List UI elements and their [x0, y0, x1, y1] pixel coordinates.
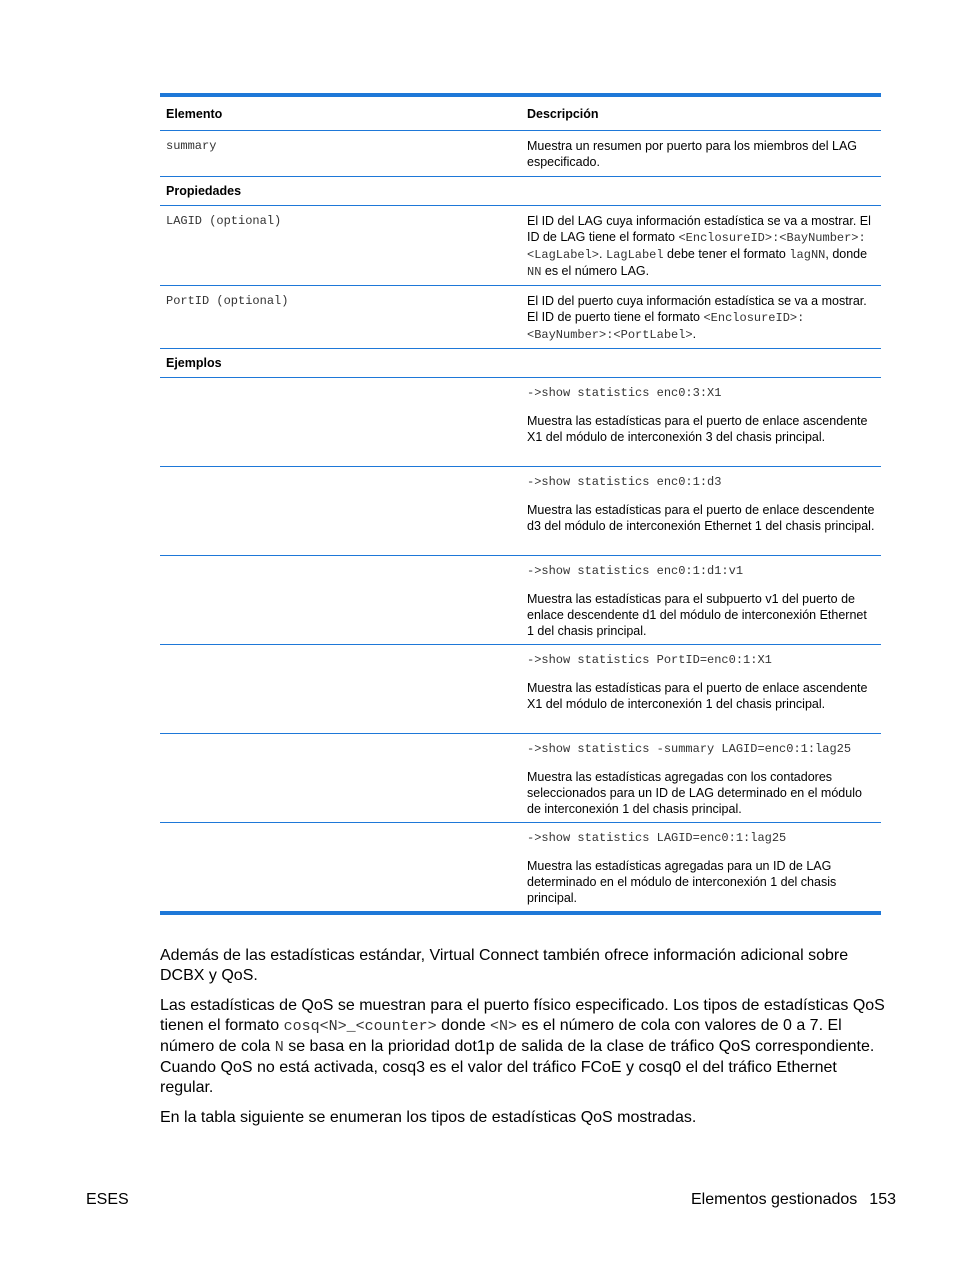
- footer-section-title: Elementos gestionados: [690, 1191, 858, 1208]
- table-row-summary: [160, 131, 881, 177]
- table-row-portid: [160, 286, 881, 349]
- example-row: [160, 734, 881, 823]
- section-examples: [160, 349, 881, 378]
- example-description: Muestra las estadísticas para el puerto de enlace ascendente X1 del módulo de interconexión 1 del chasis principal.: [527, 681, 868, 711]
- paragraph: Las estadísticas de QoS se muestran para el puerto físico especificado. Los tipos de estadísticas QoS tienen el formato cosq<N>_<counter> donde <N> es el número de cola con valores de 0 a 7. El número de cola N se basa en la prioridad dot1p de salida de la clase de tráfico QoS correspondiente. Cuando QoS no está activada, cosq3 es el valor del tráfico FCoE y cosq0 el del tráfico Ethernet regular.: [160, 997, 885, 1096]
- table-row-lagid: [160, 206, 881, 286]
- example-row: [160, 556, 881, 645]
- header-element: Elemento: [166, 106, 223, 121]
- example-command: ->show statistics LAGID=enc0:1:lag25: [527, 831, 787, 845]
- table-header-row: [160, 97, 881, 131]
- statistics-table: [160, 93, 881, 915]
- example-row: [160, 378, 881, 467]
- example-description: Muestra las estadísticas para el puerto de enlace descendente d3 del módulo de interconexión Ethernet 1 del chasis principal.: [527, 503, 875, 533]
- section-properties-label: Propiedades: [166, 184, 242, 198]
- example-command: ->show statistics enc0:1:d3: [527, 475, 722, 489]
- example-command: ->show statistics enc0:1:d1:v1: [527, 564, 744, 578]
- example-description: Muestra las estadísticas agregadas para un ID de LAG determinado en el módulo de interconexión 1 del chasis principal.: [527, 859, 837, 905]
- header-description: Descripción: [527, 106, 599, 121]
- section-examples-label: Ejemplos: [166, 356, 222, 370]
- example-description: Muestra las estadísticas para el subpuerto v1 del puerto de enlace descendente d1 del módulo de interconexión Ethernet 1 del chasis principal.: [527, 592, 867, 638]
- example-command: ->show statistics enc0:3:X1: [527, 386, 722, 400]
- summary-description: Muestra un resumen por puerto para los miembros del LAG especificado.: [527, 139, 858, 169]
- example-command: ->show statistics -summary LAGID=enc0:1:lag25: [527, 742, 852, 756]
- example-row: [160, 823, 881, 911]
- lagid-element: LAGID (optional): [166, 214, 282, 228]
- example-row: [160, 467, 881, 556]
- page-number: 153: [869, 1191, 896, 1208]
- portid-description: El ID del puerto cuya información estadística se va a mostrar. El ID de puerto tiene el formato <EnclosureID>:<BayNumber>:<PortLabel>.: [527, 294, 867, 342]
- summary-element: summary: [166, 139, 217, 153]
- example-description: Muestra las estadísticas agregadas con los contadores seleccionados para un ID de LAG determinado en el módulo de interconexión 1 del chasis principal.: [527, 770, 862, 816]
- paragraph: En la tabla siguiente se enumeran los tipos de estadísticas QoS mostradas.: [160, 1109, 697, 1126]
- body-text: [160, 946, 885, 1138]
- portid-element: PortID (optional): [166, 294, 289, 308]
- footer-page-info: [691, 1191, 896, 1209]
- example-description: Muestra las estadísticas para el puerto de enlace ascendente X1 del módulo de interconexión 3 del chasis principal.: [527, 414, 868, 444]
- example-command: ->show statistics PortID=enc0:1:X1: [527, 653, 772, 667]
- example-row: [160, 645, 881, 734]
- section-properties: [160, 177, 881, 206]
- lagid-description: El ID del LAG cuya información estadística se va a mostrar. El ID de LAG tiene el formato <EnclosureID>:<BayNumber>:<LagLabel>. LagLabel debe tener el formato lagNN, donde NN es el número LAG.: [527, 214, 871, 279]
- table-bottom-rule: [160, 911, 881, 915]
- footer-locale: ESES: [86, 1191, 129, 1208]
- paragraph: Además de las estadísticas estándar, Virtual Connect también ofrece información adicional sobre DCBX y QoS.: [160, 947, 849, 984]
